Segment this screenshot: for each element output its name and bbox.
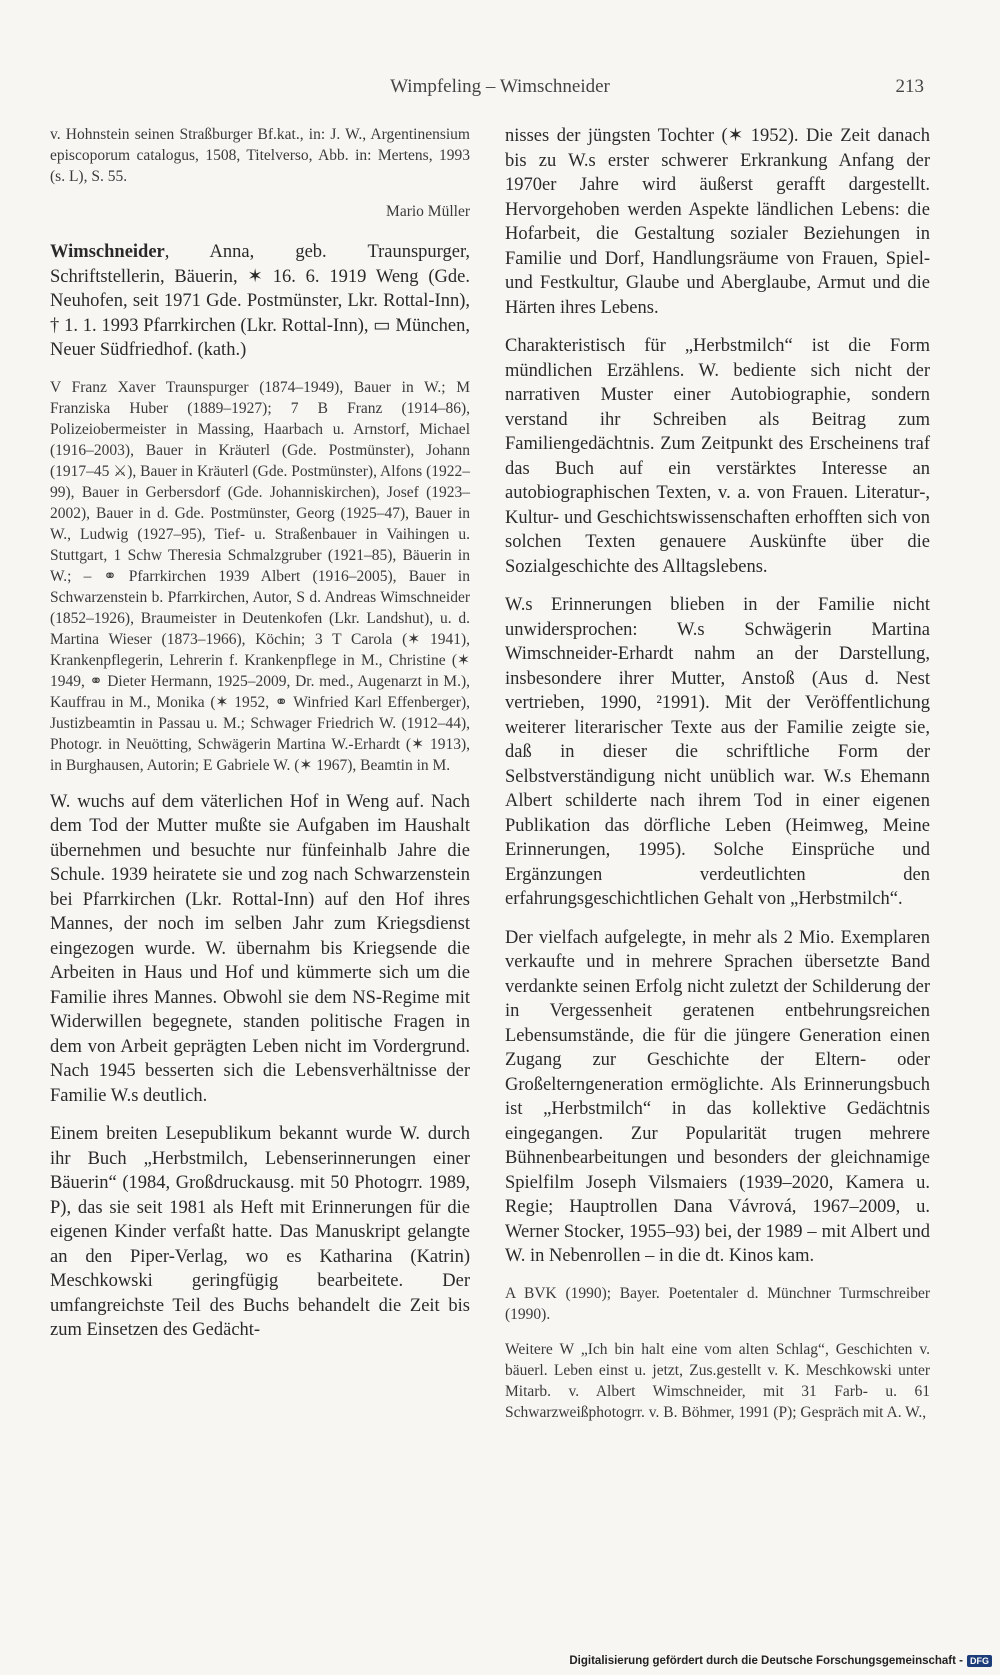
body-paragraph: Charakteristisch für „Herbstmilch“ ist die Form mündlichen Erzählens. W. bediente sich nicht der narrativen Muster einer Autobiographie, sondern verstand ihr Schreiben als Beitrag zum Familiengedächtnis. Zum Zeitpunkt des Erscheinens traf das Buch auf ein verstärktes Interesse an autobiographischen Texten, v. a. von Frauen. Literatur-, Kultur- und Geschichtswissenschaften erhofften sich von solchen Texten genauere Auskünfte über die Sozialgeschichte des Alltagslebens. [505, 336, 930, 577]
footer-text: Digitalisierung gefördert durch die Deutsche Forschungsgemeinschaft - [569, 1655, 963, 1667]
previous-entry-text: v. Hohnstein seinen Straßburger Bf.kat., in: J. W., Argentinensium episcoporum catalogus, 1508, Titelverso, Abb. in: Mertens, 1993 (s. L), S. 55. [50, 126, 470, 185]
entry-heading [50, 240, 470, 363]
body-paragraph: W.s Erinnerungen blieben in der Familie nicht unwidersprochen: W.s Schwägerin Martina Wimschneider-Erhardt nahm an der Darstellung, insbesondere ihrer Mutter, Anstoß (Aus d. Nest vertrieben, 1990, ²1991). Mit der Veröffentlichung weiterer literarischer Texte aus der Familie zeigte sie, daß in dieser die schriftliche Form der Selbstverständigung nicht unüblich war. W.s Ehemann Albert schilderte nach ihrem Tod in einer eigenen Publikation das dörfliche Leben (Heimweg, Meine Erinnerungen, 1995). Solche Einsprüche und Ergänzungen verdeutlichten den erfahrungsgeschichtlichen Gehalt von „Herbstmilch“. [505, 595, 930, 909]
previous-entry-author: Mario Müller [386, 203, 470, 220]
dfg-logo: DFG [967, 1655, 992, 1667]
body-paragraph: W. wuchs auf dem väterlichen Hof in Weng auf. Nach dem Tod der Mutter mußte sie Aufgaben im Haushalt übernehmen und besuchte nur fünfeinhalb Jahre die Schule. 1939 heiratete sie und zog nach Schwarzenstein bei Pfarrkirchen (Lkr. Rottal-Inn) auf den Hof ihres Mannes, der noch im selben Jahr zum Kriegsdienst eingezogen wurde. W. übernahm bis Kriegsende die Arbeiten in Haus und Hof und kümmerte sich um die Familie ihres Mannes. Obwohl sie dem NS-Regime mit Widerwillen begegnete, standen politische Fragen in dem von Arbeit geprägten Leben nicht im Vordergrund. Nach 1945 besserten sich die Lebensverhältnisse der Familie W.s deutlich. [50, 791, 470, 1106]
body-paragraph: Einem breiten Lesepublikum bekannt wurde W. durch ihr Buch „Herbstmilch, Lebenserinnerungen einer Bäuerin“ (1984, Großdruckausg. mit 50 Photogrr. 1989, P), das sie seit 1981 als Heft mit Erinnerungen für die eigenen Kinder verfaßt hatte. Das Manuskript gelangte an den Piper-Verlag, wo es Katharina (Katrin) Meschkowski geringfügig bearbeitete. Der umfangreichste Teil des Buchs behandelt die Zeit bis zum Einsetzen des Gedächt- [50, 1124, 470, 1340]
body-paragraph: nisses der jüngsten Tochter (✶ 1952). Die Zeit danach bis zu W.s erster schwerer Erkrankung Anfang der 1970er Jahre wird äußerst gerafft dargestellt. Hervorgehoben werden Aspekte ländlichen Lebens: die Hofarbeit, die Gestaltung sozialer Beziehungen in Familie und Dorf, Handlungsräume von Frauen, Spiel- und Festkultur, Glaube und Aberglaube, Armut und die Härten ihres Lebens. [505, 126, 930, 318]
page-number: 213 [895, 76, 924, 97]
awards-section: A BVK (1990); Bayer. Poetentaler d. Münchner Turmschreiber (1990). [505, 1284, 930, 1323]
entry-head-details: , Anna, geb. Traunspurger, Schriftstellerin, Bäuerin, ✶ 16. 6. 1919 Weng (Gde. Neuhofen, seit 1971 Gde. Postmünster, Lkr. Rottal-Inn), † 1. 1. 1993 Pfarrkirchen (Lkr. Rottal-Inn), ▭ München, Neuer Südfriedhof. (kath.) [50, 242, 470, 360]
footer-credit [569, 1655, 992, 1667]
body-paragraph: Der vielfach aufgelegte, in mehr als 2 Mio. Exemplaren verkaufte und in mehrere Sprachen übersetzte Band verdankte seinen Erfolg nicht zuletzt der Schilderung der in Vergessenheit geratenen entbehrungsreichen Lebensumstände, die für die jüngere Generation einen Zugang zur Geschichte der Eltern- oder Großelterngeneration ermöglichte. Als Erinnerungsbuch ist „Herbstmilch“ in das kollektive Gedächtnis eingegangen. Zur Popularität trugen mehrere Bühnenbearbeitungen und besonders der gleichnamige Spielfilm Joseph Vilsmaiers (1939–2020, Kamera u. Regie; Hauptrollen Dana Vávrová, 1967–2009, u. Werner Stocker, 1955–93) bei, der 1989 – mit Albert und W. in Nebenrollen – in die dt. Kinos kam. [505, 927, 930, 1266]
left-column [50, 124, 470, 1357]
running-header: Wimpfeling – Wimschneider [390, 76, 610, 97]
entry-lemma: Wimschneider [50, 242, 165, 262]
works-section: Weitere W „Ich bin halt eine vom alten Schlag“, Geschichten v. bäuerl. Leben einst u. jetzt, Zus.gestellt v. K. Meschkowski unter Mitarb. v. Albert Wimschneider, mit 31 Farb- u. 61 Schwarzweißphotogrr. v. B. Böhmer, 1991 (P); Gespräch mit A. W., [505, 1340, 930, 1421]
right-column [505, 124, 930, 1437]
family-section: V Franz Xaver Traunspurger (1874–1949), Bauer in W.; M Franziska Huber (1889–1927); 7 B Franz (1914–86), Polizeiobermeister in Massing, Haarbach u. Arnstorf, Michael (1916–2003), Bauer in Kräuterl (Gde. Postmünster), Johann (1917–45 ⚔), Bauer in Kräuterl (Gde. Postmünster), Alfons (1922–99), Bauer in Gerbersdorf (Gde. Johanniskirchen), Josef (1923–2002), Bauer in d. Gde. Postmünster, Georg (1925–47), Bauer in W., Ludwig (1927–95), Tief- u. Straßenbauer in Vaihingen u. Stuttgart, 1 Schw Theresia Schmalzgruber (1921–85), Bäuerin in W.; – ⚭ Pfarrkirchen 1939 Albert (1916–2005), Bauer in Schwarzenstein b. Pfarrkirchen, Autor, S d. Andreas Wimschneider (1852–1926), Braumeister in Deutenkofen (Lkr. Landshut), u. d. Martina Wieser (1873–1966), Köchin; 3 T Carola (✶ 1941), Krankenpflegerin, Lehrerin f. Krankenpflege in M., Christine (✶ 1949, ⚭ Dieter Hermann, 1925–2009, Dr. med., Augenarzt in M.), Kauffrau in M., Monika (✶ 1952, ⚭ Winfried Karl Effenberger), Justizbeamtin in Passau u. M.; Schwager Friedrich W. (1912–44), Photogr. in Neuötting, Schwägerin Martina W.-Erhardt (✶ 1913), in Burghausen, Autorin; E Gabriele W. (✶ 1967), Beamtin in M. [50, 378, 470, 774]
